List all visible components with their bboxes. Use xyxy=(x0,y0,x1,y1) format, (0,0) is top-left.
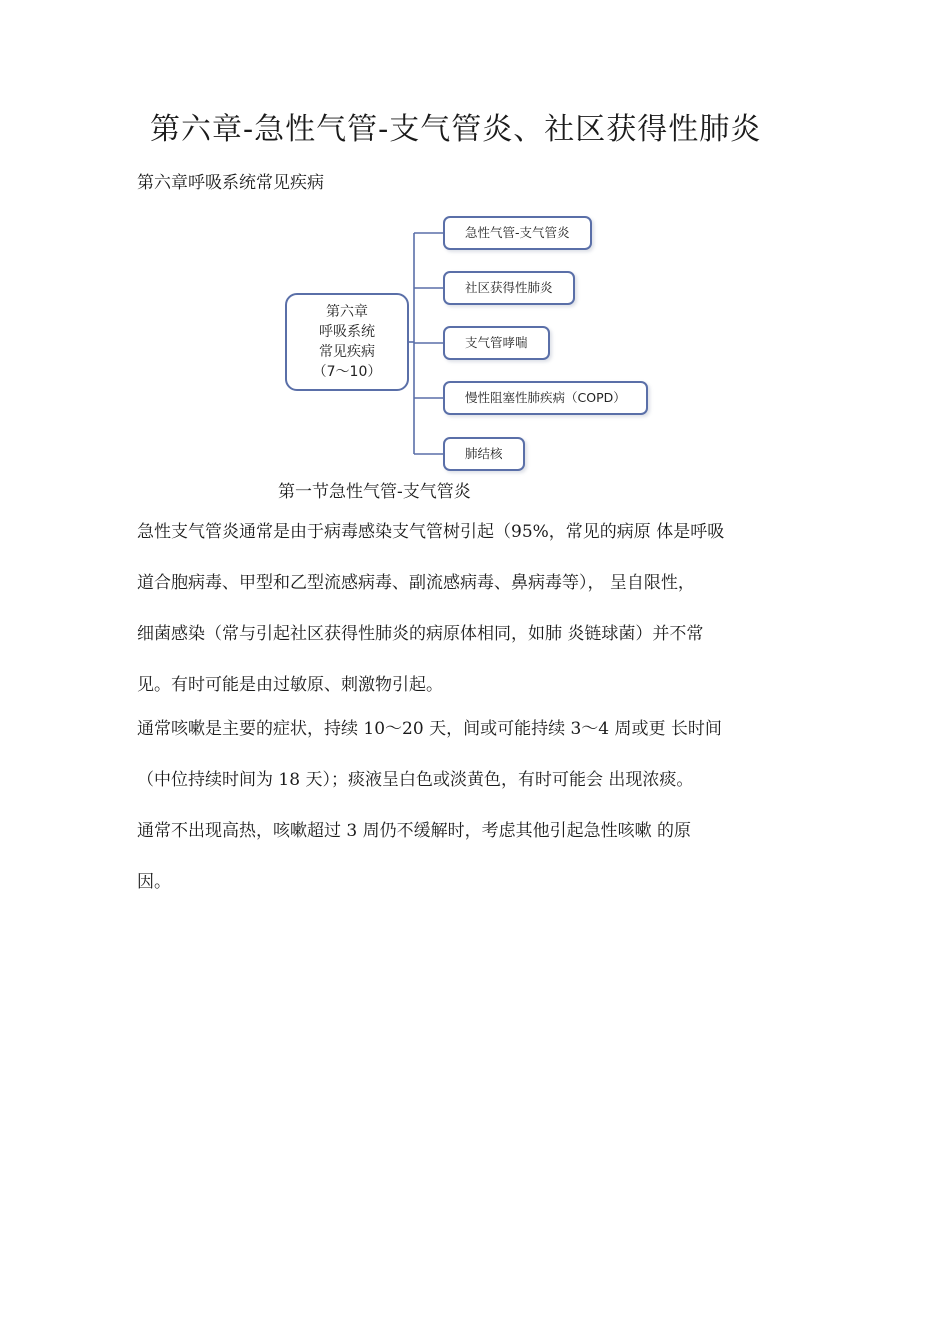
chapter-subtitle: 第六章呼吸系统常见疾病 xyxy=(137,173,324,193)
root-line: 常见疾病 xyxy=(319,344,375,360)
paragraph-symptoms xyxy=(137,716,827,818)
root-line: 呼吸系统 xyxy=(319,324,375,340)
paragraph-line: 急性支气管炎通常是由于病毒感染支气管树引起（95%，常见的病原 体是呼吸 xyxy=(137,522,725,542)
mindmap-root-node xyxy=(285,293,409,391)
paragraph-line: 道合胞病毒、甲型和乙型流感病毒、副流感病毒、鼻病毒等）， 呈自限性， xyxy=(137,573,695,593)
page-title: 第六章-急性气管-支气管炎、社区获得性肺炎 xyxy=(150,112,762,147)
root-line: 第六章 xyxy=(326,304,368,320)
branch-node-tuberculosis: 肺结核 xyxy=(443,437,525,471)
paragraph-etiology xyxy=(137,519,827,723)
paragraph-line: 通常不出现高热，咳嗽超过 3 周仍不缓解时，考虑其他引起急性咳嗽 的原 xyxy=(137,821,692,841)
paragraph-line: 因。 xyxy=(137,872,171,892)
root-line: （7～10） xyxy=(312,364,382,380)
branch-node-acute-bronchitis: 急性气管-支气管炎 xyxy=(443,216,592,250)
branch-node-asthma: 支气管哮喘 xyxy=(443,326,550,360)
branch-node-pneumonia: 社区获得性肺炎 xyxy=(443,271,575,305)
branch-node-copd: 慢性阻塞性肺疾病（COPD） xyxy=(443,381,648,415)
paragraph-line: 见。有时可能是由过敏原、刺激物引起。 xyxy=(137,675,443,695)
paragraph-line: 通常咳嗽是主要的症状，持续 10〜20 天，间或可能持续 3〜4 周或更 长时间 xyxy=(137,719,722,739)
paragraph-line: （中位持续时间为 18 天）；痰液呈白色或淡黄色，有时可能会 出现浓痰。 xyxy=(137,770,694,790)
chapter-mindmap xyxy=(280,208,670,474)
section-heading: 第一节急性气管-支气管炎 xyxy=(278,482,471,502)
paragraph-line: 细菌感染（常与引起社区获得性肺炎的病原体相同，如肺 炎链球菌）并不常 xyxy=(137,624,704,644)
paragraph-fever xyxy=(137,818,827,920)
